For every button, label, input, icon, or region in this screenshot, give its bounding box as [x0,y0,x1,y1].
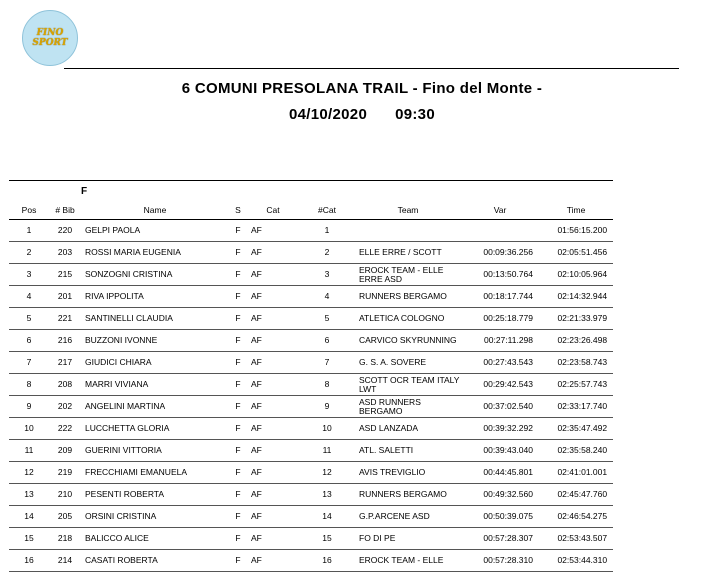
cell-time: 02:35:47.492 [539,418,613,440]
cell-time: 02:21:33.979 [539,308,613,330]
cell-sex: F [229,352,247,374]
cell-name: GELPI PAOLA [81,220,229,242]
cell-time: 02:25:57.743 [539,374,613,396]
col-header-cat-pos: #Cat [299,201,355,220]
cell-pos: 14 [9,506,49,528]
cell-bib: 219 [49,462,81,484]
fino-sport-logo [22,10,78,66]
cell-cat: AF [247,220,299,242]
cell-pos: 16 [9,550,49,572]
race-time: 09:30 [395,106,435,123]
cell-var: 00:09:36.256 [461,242,539,264]
table-row [9,242,613,264]
cell-name: ANGELINI MARTINA [81,396,229,418]
cell-cat: AF [247,418,299,440]
cell-sex: F [229,418,247,440]
cell-time: 02:46:54.275 [539,506,613,528]
col-header-var: Var [461,201,539,220]
cell-team: ASD LANZADA [355,418,461,440]
cell-cat-pos: 4 [299,286,355,308]
cell-var: 00:57:28.310 [461,550,539,572]
cell-var: 00:18:17.744 [461,286,539,308]
cell-name: CASATI ROBERTA [81,550,229,572]
table-row [9,418,613,440]
cell-bib: 217 [49,352,81,374]
cell-var: 00:27:11.298 [461,330,539,352]
cell-var: 00:57:28.307 [461,528,539,550]
cell-team: FO DI PE [355,528,461,550]
race-datetime [0,106,724,123]
cell-team: EROCK TEAM - ELLE ERRE ASD [355,264,461,286]
cell-cat-pos: 6 [299,330,355,352]
cell-sex: F [229,396,247,418]
cell-var: 00:37:02.540 [461,396,539,418]
group-label: F [81,181,613,202]
cell-name: ROSSI MARIA EUGENIA [81,242,229,264]
cell-cat-pos: 3 [299,264,355,286]
cell-var: 00:39:32.292 [461,418,539,440]
cell-sex: F [229,440,247,462]
cell-cat: AF [247,308,299,330]
cell-cat-pos: 9 [299,396,355,418]
table-row [9,220,613,242]
race-date: 04/10/2020 [289,106,368,123]
table-row [9,550,613,572]
cell-pos: 2 [9,242,49,264]
cell-cat: AF [247,374,299,396]
cell-bib: 208 [49,374,81,396]
cell-name: SONZOGNI CRISTINA [81,264,229,286]
cell-pos: 8 [9,374,49,396]
cell-team: AVIS TREVIGLIO [355,462,461,484]
cell-bib: 214 [49,550,81,572]
cell-name: ORSINI CRISTINA [81,506,229,528]
cell-cat-pos: 5 [299,308,355,330]
col-header-cat: Cat [247,201,299,220]
col-header-name: Name [81,201,229,220]
cell-cat-pos: 15 [299,528,355,550]
cell-var: 00:25:18.779 [461,308,539,330]
cell-cat: AF [247,330,299,352]
table-row [9,352,613,374]
cell-cat-pos: 12 [299,462,355,484]
col-header-sex: S [229,201,247,220]
cell-cat-pos: 2 [299,242,355,264]
column-header-row [9,201,613,220]
cell-cat-pos: 16 [299,550,355,572]
cell-cat-pos: 13 [299,484,355,506]
cell-bib: 202 [49,396,81,418]
race-title: 6 COMUNI PRESOLANA TRAIL - Fino del Monte - [181,80,543,97]
cell-name: RIVA IPPOLITA [81,286,229,308]
cell-pos: 7 [9,352,49,374]
cell-bib: 203 [49,242,81,264]
cell-name: GUERINI VITTORIA [81,440,229,462]
col-header-team: Team [355,201,461,220]
cell-var: 00:49:32.560 [461,484,539,506]
group-header-row [9,181,613,202]
cell-name: FRECCHIAMI EMANUELA [81,462,229,484]
cell-pos: 15 [9,528,49,550]
cell-time: 02:45:47.760 [539,484,613,506]
cell-pos: 1 [9,220,49,242]
table-row [9,484,613,506]
cell-cat: AF [247,286,299,308]
table-row [9,374,613,396]
cell-pos: 5 [9,308,49,330]
cell-team: SCOTT OCR TEAM ITALY LWT [355,374,461,396]
cell-sex: F [229,242,247,264]
table-row [9,308,613,330]
cell-var [461,220,539,242]
table-row [9,528,613,550]
cell-sex: F [229,550,247,572]
cell-time: 02:10:05.964 [539,264,613,286]
cell-sex: F [229,528,247,550]
cell-bib: 222 [49,418,81,440]
logo-line-1: FINO [36,28,64,38]
cell-sex: F [229,506,247,528]
cell-time: 01:56:15.200 [539,220,613,242]
table-row [9,330,613,352]
cell-name: LUCCHETTA GLORIA [81,418,229,440]
cell-pos: 12 [9,462,49,484]
col-header-pos: Pos [9,201,49,220]
cell-sex: F [229,374,247,396]
cell-team: RUNNERS BERGAMO [355,286,461,308]
table-row [9,396,613,418]
table-row [9,286,613,308]
cell-team: G.P.ARCENE ASD [355,506,461,528]
cell-team: ASD RUNNERS BERGAMO [355,396,461,418]
cell-var: 00:44:45.801 [461,462,539,484]
cell-time: 02:14:32.944 [539,286,613,308]
cell-time: 02:41:01.001 [539,462,613,484]
cell-bib: 220 [49,220,81,242]
cell-pos: 4 [9,286,49,308]
cell-team: EROCK TEAM - ELLE [355,550,461,572]
cell-team: G. S. A. SOVERE [355,352,461,374]
cell-var: 00:39:43.040 [461,440,539,462]
cell-cat-pos: 8 [299,374,355,396]
cell-sex: F [229,484,247,506]
cell-name: GIUDICI CHIARA [81,352,229,374]
cell-team: ATL. SALETTI [355,440,461,462]
cell-sex: F [229,462,247,484]
cell-bib: 210 [49,484,81,506]
cell-name: MARRI VIVIANA [81,374,229,396]
cell-bib: 209 [49,440,81,462]
cell-sex: F [229,330,247,352]
cell-cat: AF [247,264,299,286]
results-table [9,180,613,572]
header-divider [64,68,679,69]
cell-cat: AF [247,550,299,572]
cell-bib: 205 [49,506,81,528]
cell-cat: AF [247,484,299,506]
cell-cat: AF [247,528,299,550]
cell-var: 00:27:43.543 [461,352,539,374]
cell-time: 02:05:51.456 [539,242,613,264]
cell-sex: F [229,264,247,286]
col-header-time: Time [539,201,613,220]
cell-cat-pos: 14 [299,506,355,528]
cell-var: 00:13:50.764 [461,264,539,286]
cell-team: ELLE ERRE / SCOTT [355,242,461,264]
table-row [9,440,613,462]
cell-cat: AF [247,506,299,528]
cell-time: 02:53:43.507 [539,528,613,550]
cell-bib: 218 [49,528,81,550]
cell-pos: 3 [9,264,49,286]
table-row [9,462,613,484]
cell-sex: F [229,286,247,308]
cell-var: 00:50:39.075 [461,506,539,528]
cell-name: BALICCO ALICE [81,528,229,550]
cell-bib: 221 [49,308,81,330]
cell-sex: F [229,308,247,330]
cell-cat: AF [247,440,299,462]
cell-cat: AF [247,352,299,374]
cell-cat-pos: 11 [299,440,355,462]
cell-cat: AF [247,396,299,418]
cell-time: 02:33:17.740 [539,396,613,418]
cell-cat-pos: 1 [299,220,355,242]
cell-pos: 9 [9,396,49,418]
cell-team [355,220,461,242]
cell-name: PESENTI ROBERTA [81,484,229,506]
cell-var: 00:29:42.543 [461,374,539,396]
cell-sex: F [229,220,247,242]
cell-cat: AF [247,462,299,484]
cell-team: RUNNERS BERGAMO [355,484,461,506]
cell-team: CARVICO SKYRUNNING [355,330,461,352]
cell-name: BUZZONI IVONNE [81,330,229,352]
table-row [9,264,613,286]
cell-pos: 13 [9,484,49,506]
table-row [9,506,613,528]
cell-cat: AF [247,242,299,264]
cell-bib: 201 [49,286,81,308]
cell-team: ATLETICA COLOGNO [355,308,461,330]
cell-bib: 216 [49,330,81,352]
cell-pos: 6 [9,330,49,352]
cell-time: 02:23:26.498 [539,330,613,352]
cell-pos: 10 [9,418,49,440]
cell-cat-pos: 7 [299,352,355,374]
col-header-bib: # Bib [49,201,81,220]
cell-time: 02:53:44.310 [539,550,613,572]
cell-bib: 215 [49,264,81,286]
cell-pos: 11 [9,440,49,462]
cell-time: 02:23:58.743 [539,352,613,374]
cell-name: SANTINELLI CLAUDIA [81,308,229,330]
cell-time: 02:35:58.240 [539,440,613,462]
logo-line-2: SPORT [32,38,68,48]
cell-cat-pos: 10 [299,418,355,440]
